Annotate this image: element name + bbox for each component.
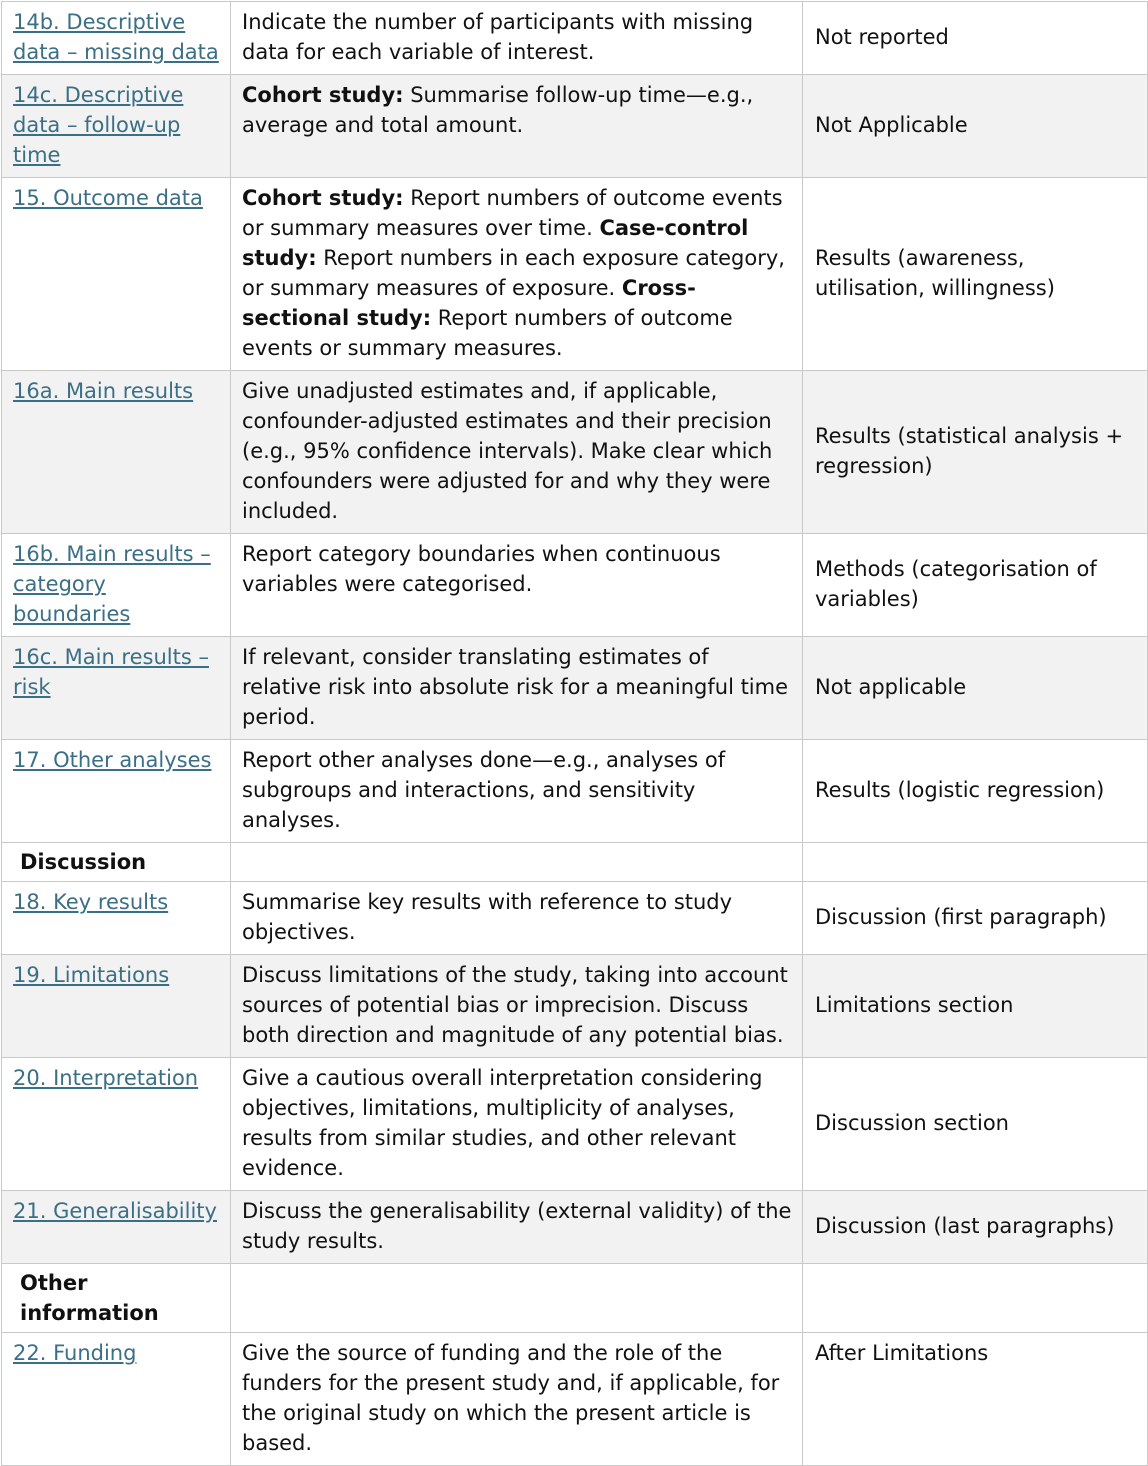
recommendation-cell — [231, 882, 803, 955]
item-cell — [2, 740, 231, 843]
section-title: Other information — [2, 1264, 231, 1333]
recommendation-cell — [231, 1333, 803, 1466]
table-row — [2, 534, 1148, 637]
recommendation-cell — [231, 1058, 803, 1191]
recommendation-text: Report numbers in each exposure category, or summary measures of exposure. — [242, 246, 785, 300]
recommendation-cell — [231, 740, 803, 843]
recommendation-cell — [231, 178, 803, 371]
item-cell — [2, 371, 231, 534]
item-link[interactable]: 16c. Main results – risk — [13, 645, 209, 699]
location-cell: Not Applicable — [803, 75, 1148, 178]
recommendation-text: Summarise follow-up time—e.g., average and total amount. — [242, 83, 754, 137]
item-link[interactable]: 16b. Main results – category boundaries — [13, 542, 211, 626]
location-cell: Not applicable — [803, 637, 1148, 740]
item-link[interactable]: 18. Key results — [13, 890, 169, 914]
recommendation-text: Discuss the generalisability (external validity) of the study results. — [242, 1199, 792, 1253]
empty-cell — [803, 843, 1148, 882]
section-header-row — [2, 1264, 1148, 1333]
location-cell: Results (statistical analysis + regression) — [803, 371, 1148, 534]
location-cell: Limitations section — [803, 955, 1148, 1058]
study-type-label: Cohort study: — [242, 186, 404, 210]
recommendation-text: Indicate the number of participants with missing data for each variable of interest. — [242, 10, 754, 64]
table-row — [2, 1191, 1148, 1264]
table-row — [2, 1333, 1148, 1466]
study-type-label: Cross-sectional study: — [242, 276, 696, 330]
location-cell: After Limitations — [803, 1333, 1148, 1466]
recommendation-text: Report numbers of outcome events or summary measures over time. — [242, 186, 783, 240]
location-cell: Results (awareness, utilisation, willingness) — [803, 178, 1148, 371]
empty-cell — [231, 1264, 803, 1333]
table-row — [2, 371, 1148, 534]
item-link[interactable]: 16a. Main results — [13, 379, 194, 403]
table-row — [2, 882, 1148, 955]
item-link[interactable]: 17. Other analyses — [13, 748, 212, 772]
strobe-checklist-table — [1, 1, 1148, 1466]
item-cell — [2, 534, 231, 637]
recommendation-cell — [231, 534, 803, 637]
recommendation-text: Report category boundaries when continuous variables were categorised. — [242, 542, 721, 596]
item-link[interactable]: 21. Generalisability — [13, 1199, 217, 1223]
item-cell — [2, 637, 231, 740]
item-link[interactable]: 20. Interpretation — [13, 1066, 199, 1090]
location-cell: Discussion (first paragraph) — [803, 882, 1148, 955]
recommendation-text: Discuss limitations of the study, taking into account sources of potential bias or imprecision. Discuss both direction and magnitude of any potential bias. — [242, 963, 788, 1047]
recommendation-cell — [231, 371, 803, 534]
item-link[interactable]: 14b. Descriptive data – missing data — [13, 10, 219, 64]
recommendation-text: Report numbers of outcome events or summary measures. — [242, 306, 733, 360]
item-cell — [2, 1333, 231, 1466]
recommendation-cell — [231, 1191, 803, 1264]
item-cell — [2, 955, 231, 1058]
table-row — [2, 2, 1148, 75]
study-type-label: Case-control study: — [242, 216, 749, 270]
table-body — [2, 2, 1148, 1466]
table-row — [2, 740, 1148, 843]
recommendation-cell — [231, 2, 803, 75]
item-cell — [2, 1058, 231, 1191]
table-row — [2, 75, 1148, 178]
recommendation-text: Give unadjusted estimates and, if applicable, confounder-adjusted estimates and their precision (e.g., 95% confidence intervals). Make clear which confounders were adjusted for and why they were included. — [242, 379, 773, 523]
item-link[interactable]: 14c. Descriptive data – follow-up time — [13, 83, 184, 167]
item-cell — [2, 1191, 231, 1264]
location-cell: Methods (categorisation of variables) — [803, 534, 1148, 637]
recommendation-cell — [231, 75, 803, 178]
location-cell: Discussion (last paragraphs) — [803, 1191, 1148, 1264]
table-row — [2, 1058, 1148, 1191]
study-type-label: Cohort study: — [242, 83, 404, 107]
recommendation-text: Report other analyses done—e.g., analyses of subgroups and interactions, and sensitivity analyses. — [242, 748, 726, 832]
item-cell — [2, 2, 231, 75]
empty-cell — [231, 843, 803, 882]
location-cell: Discussion section — [803, 1058, 1148, 1191]
table-row — [2, 637, 1148, 740]
item-cell — [2, 882, 231, 955]
recommendation-text: If relevant, consider translating estimates of relative risk into absolute risk for a meaningful time period. — [242, 645, 789, 729]
section-header-row — [2, 843, 1148, 882]
item-cell — [2, 178, 231, 371]
recommendation-text: Give a cautious overall interpretation considering objectives, limitations, multiplicity of analyses, results from similar studies, and other relevant evidence. — [242, 1066, 763, 1180]
item-link[interactable]: 22. Funding — [13, 1341, 137, 1365]
table-row — [2, 178, 1148, 371]
table-row — [2, 955, 1148, 1058]
item-link[interactable]: 19. Limitations — [13, 963, 170, 987]
section-title: Discussion — [2, 843, 231, 882]
empty-cell — [803, 1264, 1148, 1333]
item-cell — [2, 75, 231, 178]
location-cell: Not reported — [803, 2, 1148, 75]
item-link[interactable]: 15. Outcome data — [13, 186, 203, 210]
recommendation-cell — [231, 637, 803, 740]
recommendation-cell — [231, 955, 803, 1058]
recommendation-text: Summarise key results with reference to study objectives. — [242, 890, 733, 944]
location-cell: Results (logistic regression) — [803, 740, 1148, 843]
recommendation-text: Give the source of funding and the role of the funders for the present study and, if applicable, for the original study on which the present article is based. — [242, 1341, 780, 1455]
